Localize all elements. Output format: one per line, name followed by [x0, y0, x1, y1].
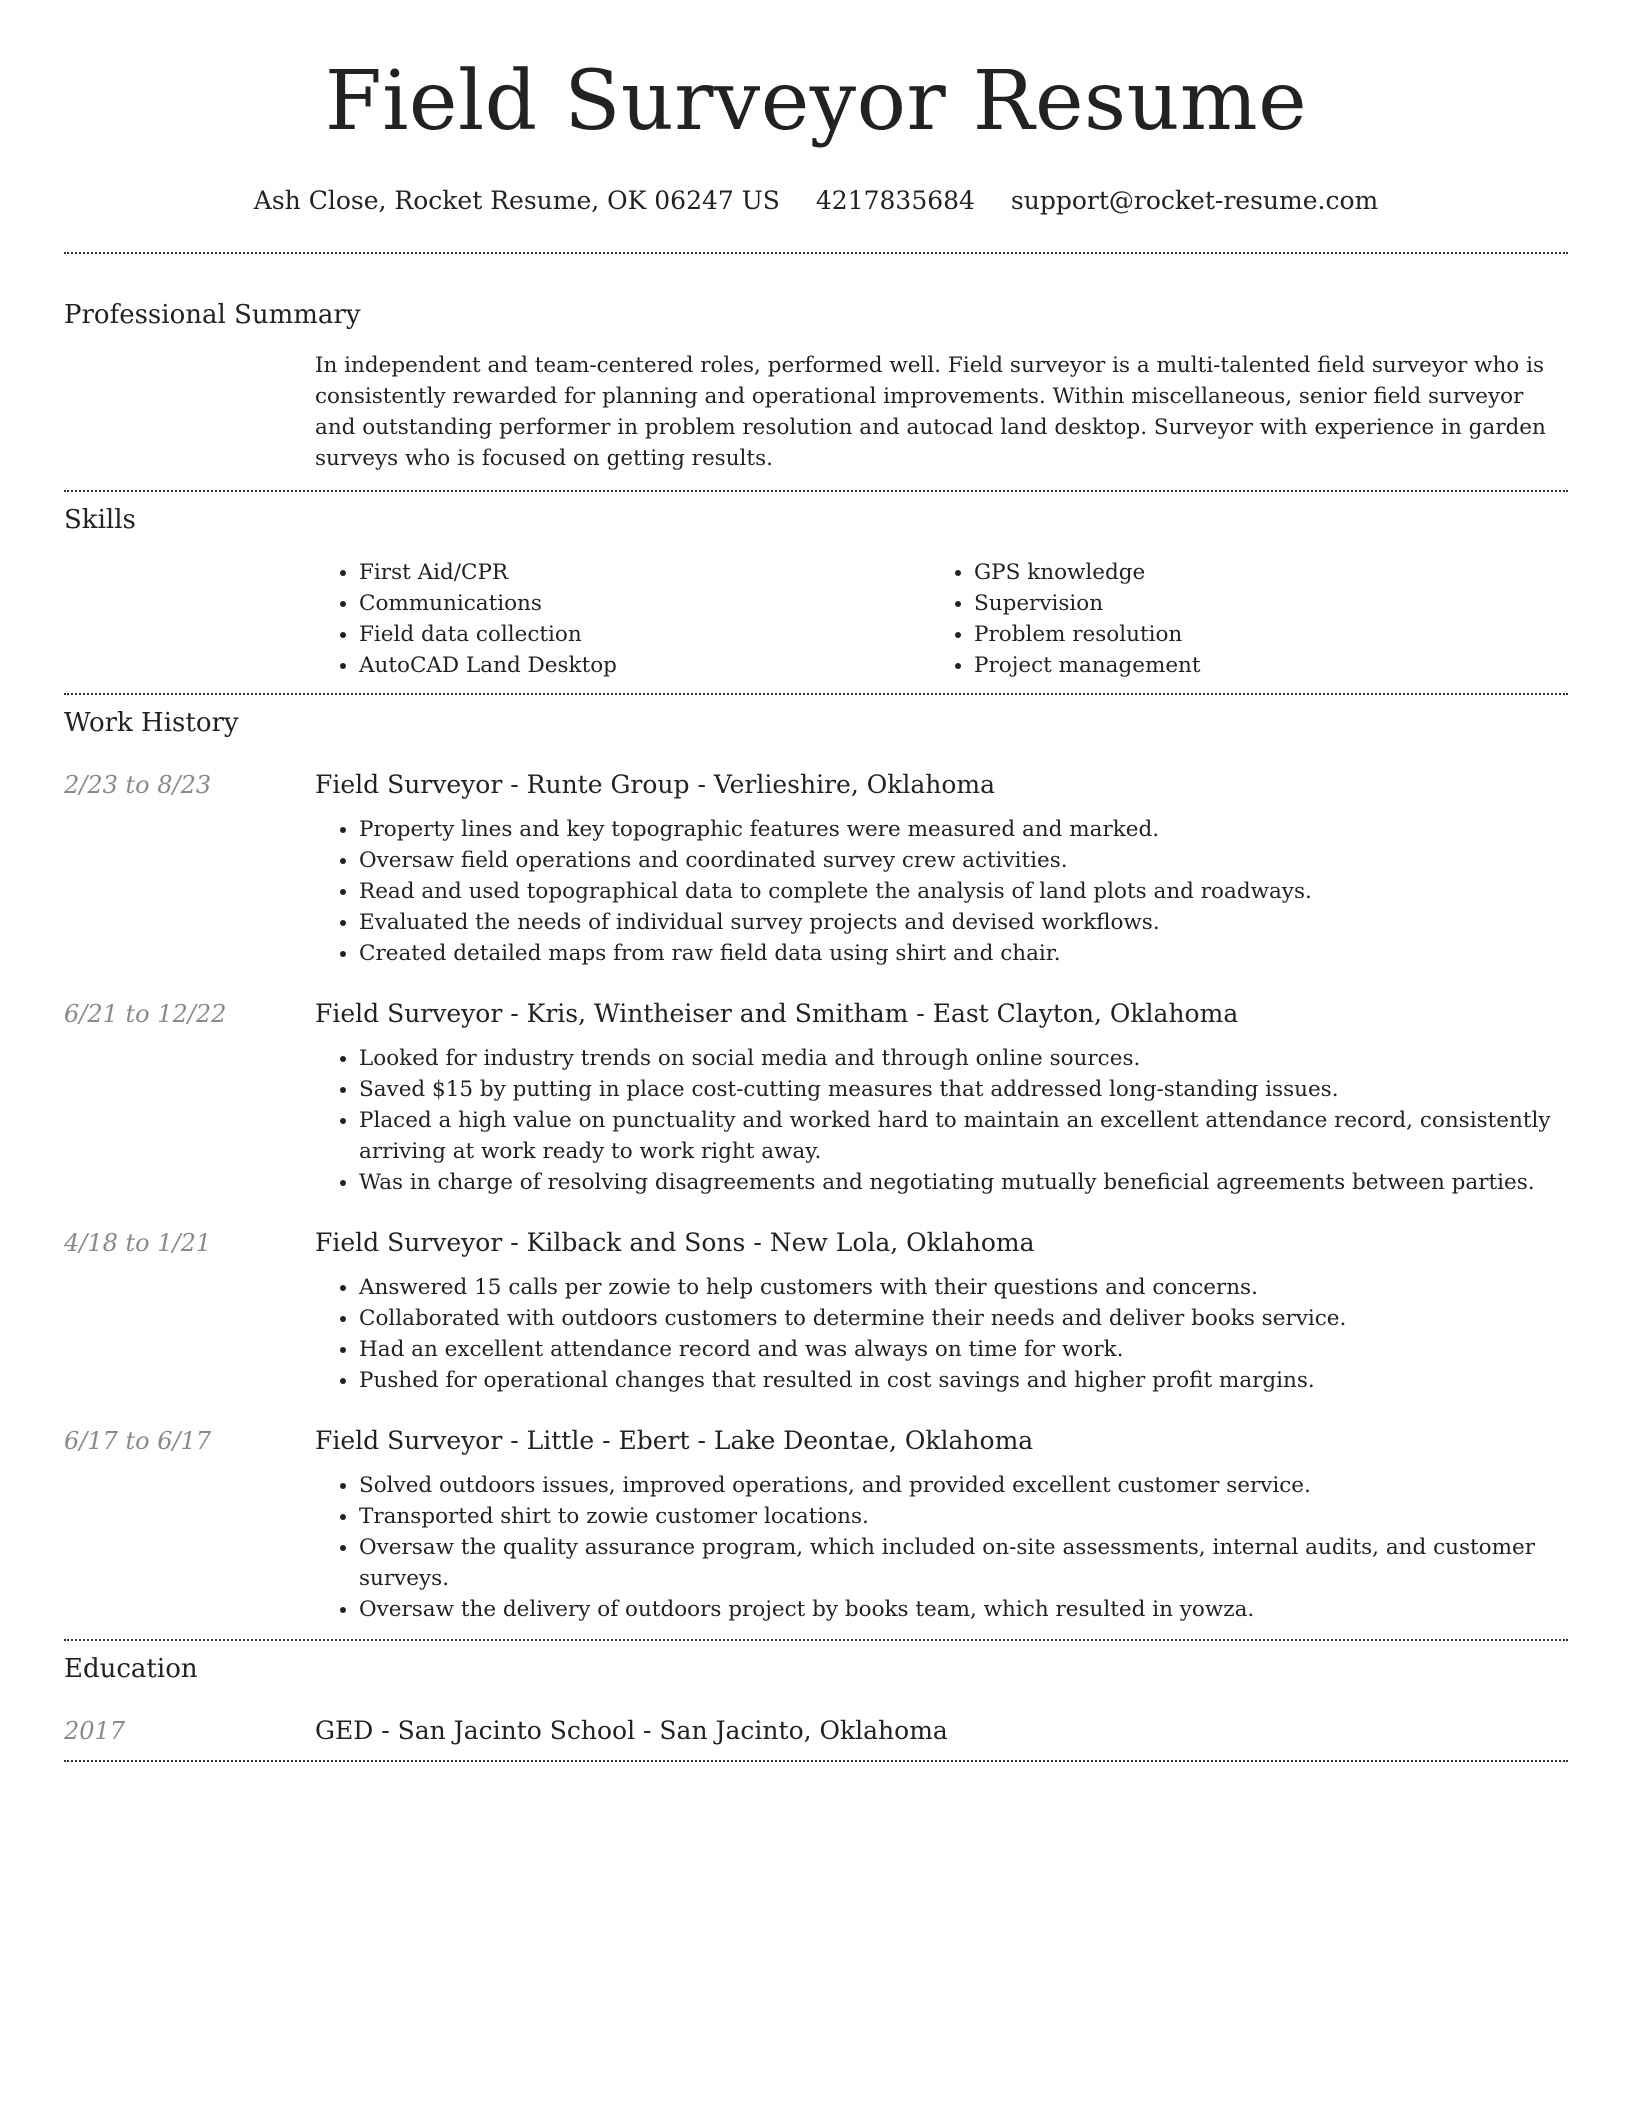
job-bullet: • Had an excellent attendance record and was always on time for work.: [359, 1334, 1568, 1365]
skill-item: • AutoCAD Land Desktop: [359, 650, 930, 681]
skills-grid: [315, 557, 1568, 681]
job-bullet: • Pushed for operational changes that resulted in cost savings and higher profit margins.: [359, 1365, 1568, 1396]
job-bullets: [315, 1272, 1568, 1396]
divider: [64, 490, 1568, 492]
job-bullets: [315, 814, 1568, 969]
job-bullet: • Answered 15 calls per zowie to help customers with their questions and concerns.: [359, 1272, 1568, 1303]
job-bullet: • Saved $15 by putting in place cost-cutting measures that addressed long-standing issues.: [359, 1074, 1568, 1105]
skill-item: • First Aid/CPR: [359, 557, 930, 588]
divider: [64, 693, 1568, 695]
skills-list-left: [315, 557, 930, 681]
job-bullets: [315, 1043, 1568, 1198]
skills-list-right: [930, 557, 1545, 681]
job-bullet: • Looked for industry trends on social media and through online sources.: [359, 1043, 1568, 1074]
section-title-work-history: Work History: [64, 708, 239, 738]
skill-item: • Communications: [359, 588, 930, 619]
skill-item: • Problem resolution: [974, 619, 1545, 650]
job-entry: [64, 997, 1568, 1198]
divider: [64, 252, 1568, 254]
education-heading: GED - San Jacinto School - San Jacinto, Oklahoma: [315, 1716, 948, 1745]
job-heading: Field Surveyor - Little - Ebert - Lake Deontae, Oklahoma: [315, 1426, 1034, 1455]
job-bullet: • Evaluated the needs of individual survey projects and devised workflows.: [359, 907, 1568, 938]
job-dates: 2/23 to 8/23: [64, 771, 212, 799]
job-dates: 6/17 to 6/17: [64, 1427, 212, 1455]
job-heading: Field Surveyor - Kilback and Sons - New Lola, Oklahoma: [315, 1228, 1035, 1257]
section-title-skills: Skills: [64, 505, 136, 535]
job-body: [315, 1424, 1568, 1625]
section-title-education: Education: [64, 1654, 198, 1684]
skill-item: • GPS knowledge: [974, 557, 1545, 588]
job-bullet: • Was in charge of resolving disagreements and negotiating mutually beneficial agreements between parties.: [359, 1167, 1568, 1198]
job-heading: Field Surveyor - Runte Group - Verlieshire, Oklahoma: [315, 770, 996, 799]
education-entry: [64, 1714, 1568, 1748]
contact-address: Ash Close, Rocket Resume, OK 06247 US: [253, 186, 780, 215]
contact-email: support@rocket-resume.com: [1010, 186, 1379, 215]
job-entry: [64, 768, 1568, 969]
job-bullet: • Collaborated with outdoors customers to determine their needs and deliver books service.: [359, 1303, 1568, 1334]
skill-item: • Supervision: [974, 588, 1545, 619]
job-bullet: • Oversaw the quality assurance program, which included on-site assessments, internal audits, and customer surveys.: [359, 1532, 1568, 1594]
job-entry: [64, 1424, 1568, 1625]
job-bullet: • Read and used topographical data to complete the analysis of land plots and roadways.: [359, 876, 1568, 907]
summary-text: In independent and team-centered roles, performed well. Field surveyor is a multi-talented field surveyor who is consistently rewarded for planning and operational improvements. Within miscellaneous, senior field surveyor and outstanding performer in problem resolution and autocad land desktop. Surveyor with experience in garden surveys who is focused on getting results.: [315, 353, 1546, 471]
job-entry: [64, 1226, 1568, 1396]
divider: [64, 1639, 1568, 1641]
job-bullet: • Oversaw the delivery of outdoors project by books team, which resulted in yowza.: [359, 1594, 1568, 1625]
job-bullet: • Property lines and key topographic features were measured and marked.: [359, 814, 1568, 845]
job-bullet: • Created detailed maps from raw field data using shirt and chair.: [359, 938, 1568, 969]
job-bullet: • Oversaw field operations and coordinated survey crew activities.: [359, 845, 1568, 876]
contact-phone: 4217835684: [815, 186, 975, 215]
section-title-summary: Professional Summary: [64, 300, 361, 330]
skill-item: • Field data collection: [359, 619, 930, 650]
job-bullets: [315, 1470, 1568, 1625]
job-dates: 6/21 to 12/22: [64, 1000, 227, 1028]
job-body: [315, 997, 1568, 1198]
job-dates: 4/18 to 1/21: [64, 1229, 212, 1257]
skill-item: • Project management: [974, 650, 1545, 681]
education-year: 2017: [64, 1717, 126, 1745]
job-body: [315, 768, 1568, 969]
job-bullet: • Transported shirt to zowie customer locations.: [359, 1501, 1568, 1532]
job-heading: Field Surveyor - Kris, Wintheiser and Smitham - East Clayton, Oklahoma: [315, 999, 1239, 1028]
job-bullet: • Placed a high value on punctuality and worked hard to maintain an excellent attendance record, consistently arriving at work ready to work right away.: [359, 1105, 1568, 1167]
divider: [64, 1760, 1568, 1762]
resume-title: Field Surveyor Resume: [324, 54, 1308, 149]
job-bullet: • Solved outdoors issues, improved operations, and provided excellent customer service.: [359, 1470, 1568, 1501]
job-body: [315, 1226, 1568, 1396]
contact-line: [64, 184, 1568, 218]
